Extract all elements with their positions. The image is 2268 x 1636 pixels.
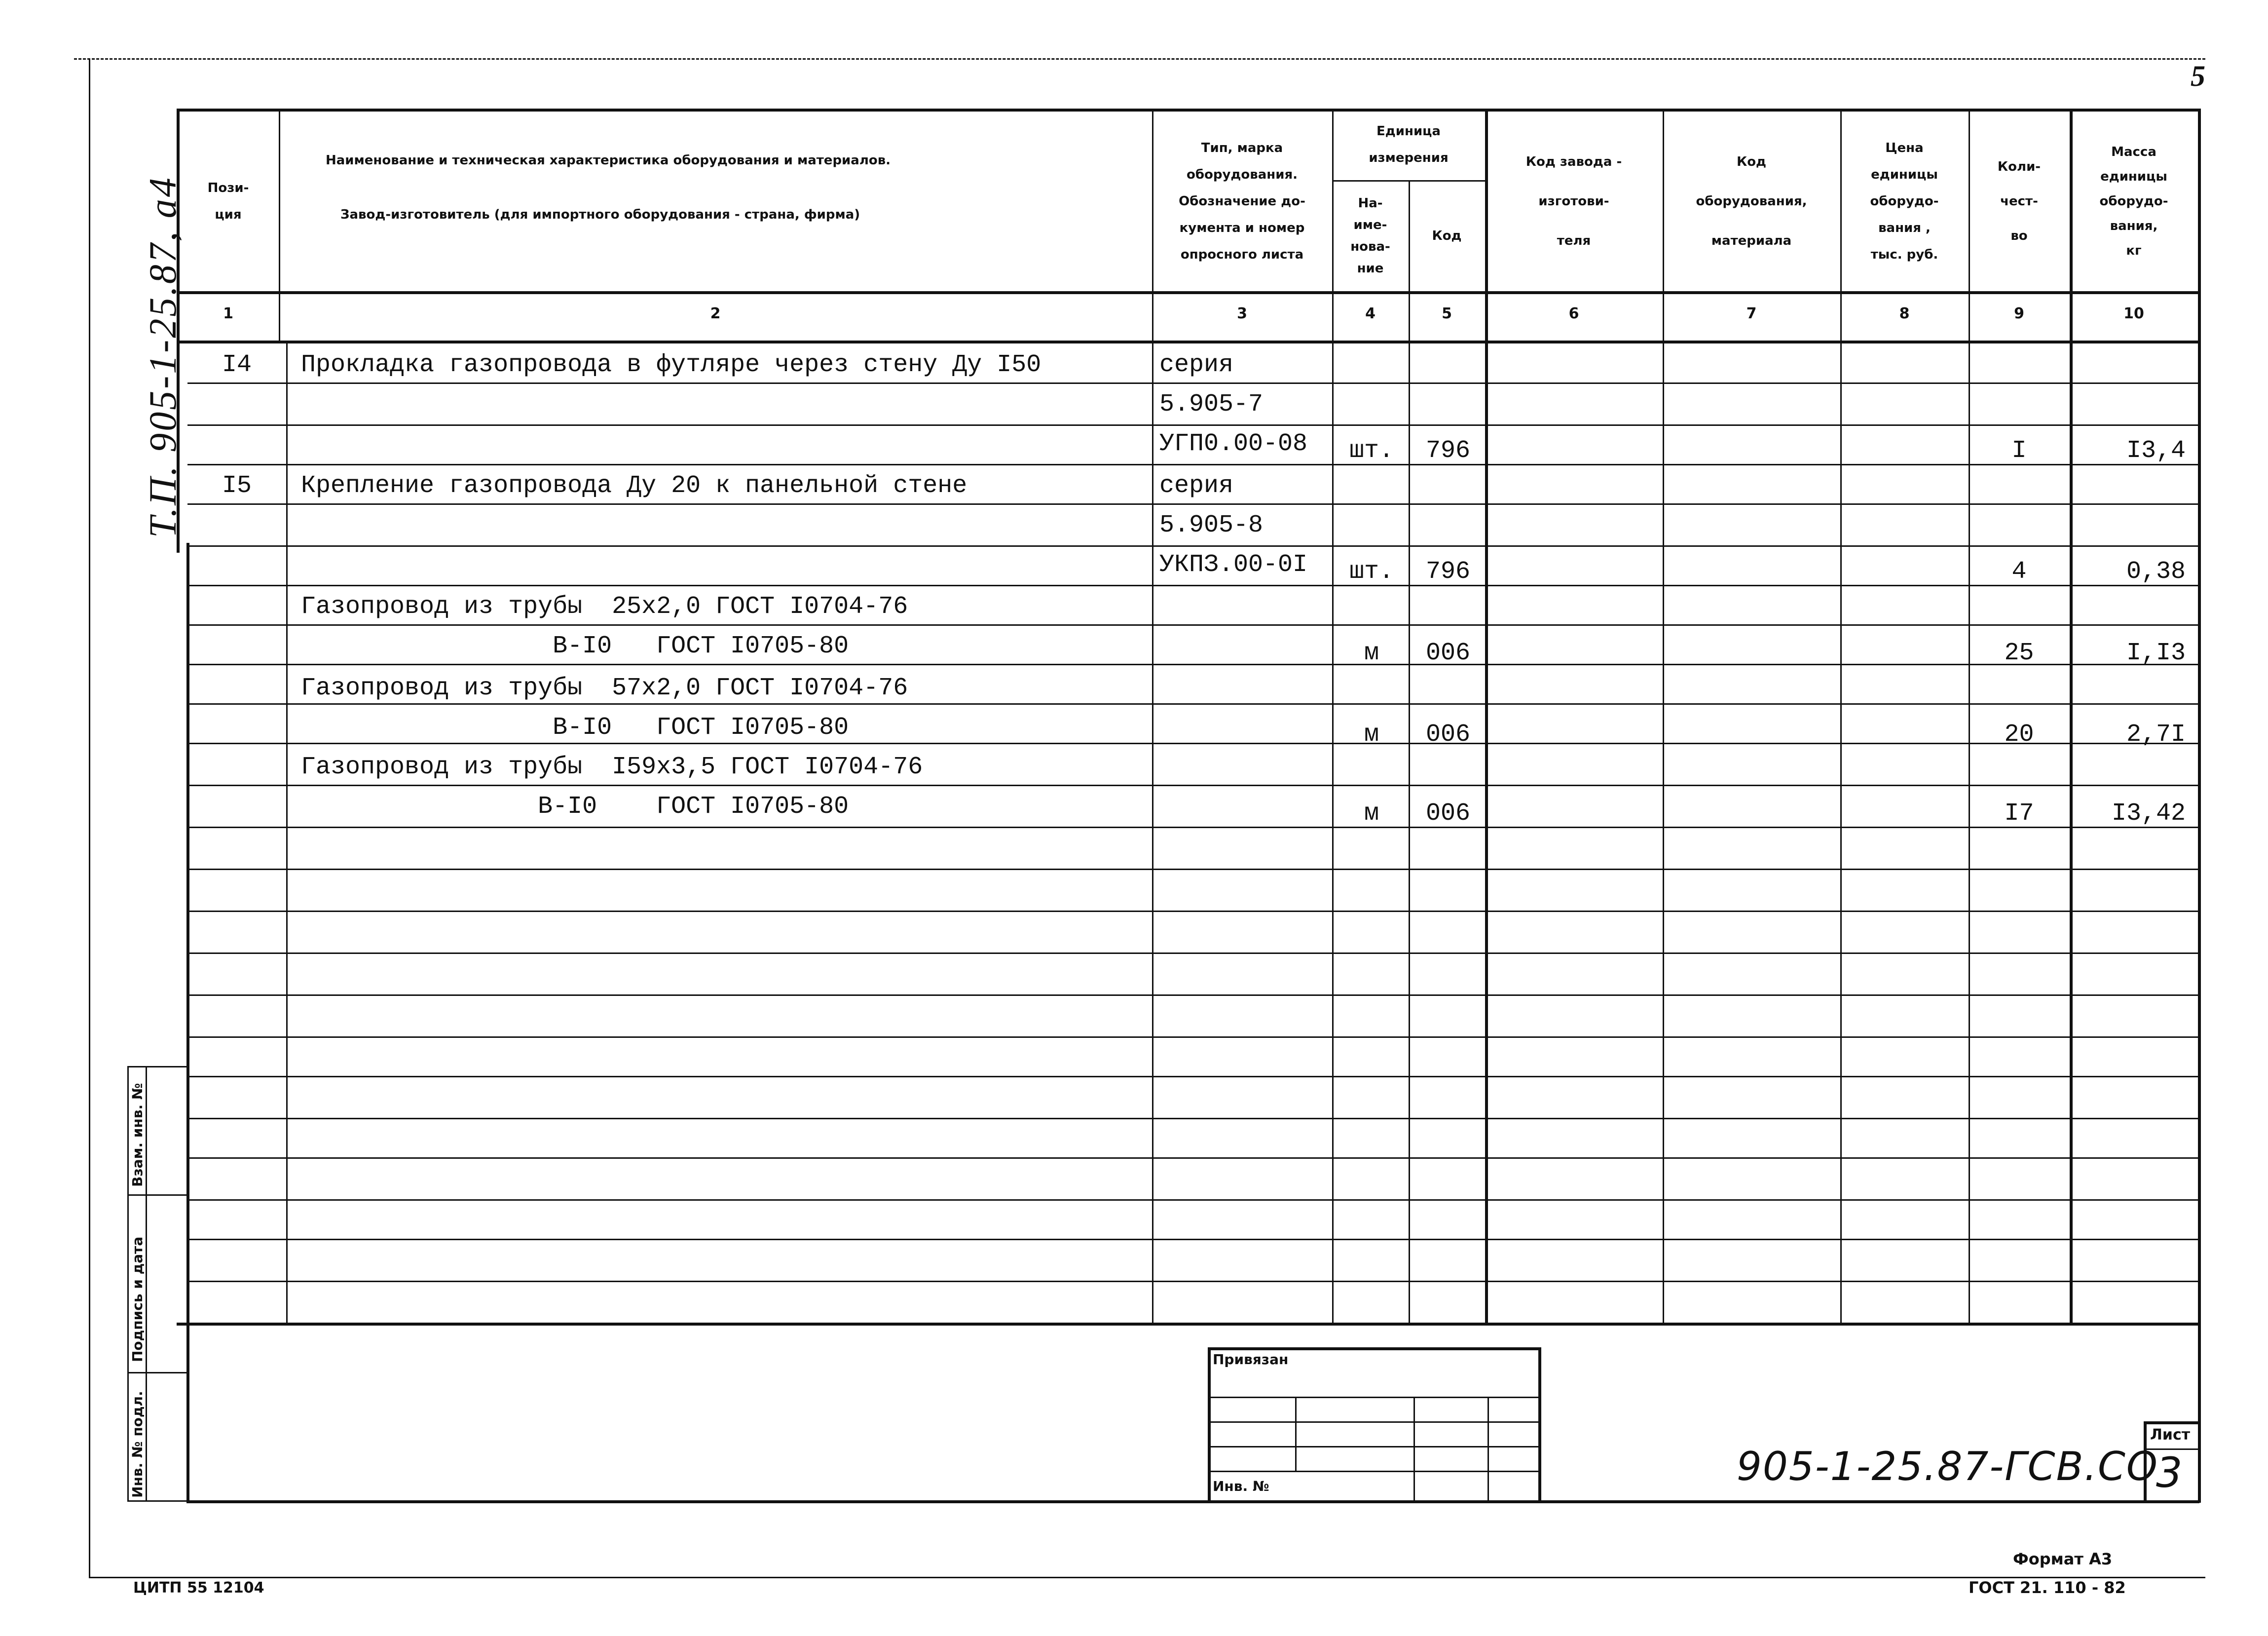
row-line [187, 743, 2198, 744]
row-2-type: 5.905-7 [1159, 390, 1264, 419]
header-col2-line2: Завод-изготовитель (для импортного оборудования - страна, фирма) [340, 207, 860, 222]
row-10-unit: м [1364, 721, 1379, 749]
row-line [187, 703, 2198, 705]
footer-gost: ГОСТ 21. 110 - 82 [1969, 1578, 2126, 1597]
col-sep-9 [2070, 109, 2073, 1323]
row-10-qty: 20 [2004, 721, 2034, 749]
row-line [187, 911, 2198, 912]
tb-c2 [1413, 1397, 1415, 1500]
colnum-2: 2 [710, 305, 721, 322]
row-8-unit: м [1364, 639, 1379, 667]
row-12-code: 006 [1425, 799, 1470, 828]
col-sep-8 [1969, 109, 1970, 1323]
row-7-name: Газопровод из трубы 25x2,0 ГОСТ I0704-76 [301, 593, 908, 621]
row-8-qty: 25 [2004, 639, 2034, 667]
row-6-code: 796 [1425, 558, 1470, 586]
tb-privyazan: Привязан [1213, 1351, 1289, 1368]
row-1-pos: I4 [222, 351, 252, 379]
title-bottom [186, 1500, 2199, 1503]
table-right-border [2198, 109, 2201, 1503]
header-col10: Масса единицы оборудо- вания, кг [2099, 144, 2168, 258]
col-sep-3 [1332, 109, 1334, 1323]
row-line [187, 785, 2198, 786]
col-sep-2 [1152, 109, 1153, 1323]
row-12-qty: I7 [2004, 799, 2034, 828]
row-3-code: 796 [1425, 437, 1470, 465]
row-8-code: 006 [1425, 639, 1470, 667]
footer-format: Формат А3 [2013, 1550, 2113, 1568]
tb-left [1208, 1347, 1211, 1500]
strip-vzam: Взам. инв. № [129, 1083, 146, 1187]
header-col2-line1: Наименование и техническая характеристика оборудования и материалов. [326, 153, 891, 168]
row-9-name: Газопровод из трубы 57x2,0 ГОСТ I0704-76 [301, 674, 908, 702]
row-line [187, 1118, 2198, 1119]
header-col5: Код [1432, 228, 1462, 243]
header-col6: Код завода - изготови- теля [1525, 154, 1622, 248]
header-col4: На- име- нова- ние [1350, 195, 1390, 276]
row-4-pos: I5 [222, 472, 252, 500]
header-col3: Тип, марка оборудования. Обозначение до- кумента и номер опросного листа [1179, 140, 1305, 262]
tb-c3 [1487, 1397, 1489, 1500]
colnum-9: 9 [2014, 305, 2024, 322]
row-6-unit: шт. [1349, 558, 1394, 586]
colnum-7: 7 [1746, 305, 1757, 322]
colnum-4: 4 [1365, 305, 1376, 322]
left-cut-line [89, 58, 90, 1578]
col-sep-6 [1663, 109, 1664, 1323]
colnum-6: 6 [1568, 305, 1579, 322]
row-12-mass: I3,42 [2111, 799, 2186, 828]
col-sep-7 [1840, 109, 1842, 1323]
row-4-name: Крепление газопровода Ду 20 к панельной стене [301, 472, 967, 500]
top-cut-line [74, 58, 2205, 60]
row-8-mass: I,I3 [2126, 639, 2186, 667]
colnum-1: 1 [223, 305, 233, 322]
row-8-name: В-I0 ГОСТ I0705-80 [301, 632, 849, 660]
strip-mid [146, 1066, 147, 1500]
row-10-name: В-I0 ГОСТ I0705-80 [301, 714, 849, 742]
strip-sep1 [127, 1194, 186, 1196]
sheet-number: 3 [2156, 1448, 2183, 1497]
col-sep-4 [1409, 180, 1410, 1323]
row-4-type: серия [1159, 472, 1234, 500]
header-col7: Код оборудования, материала [1696, 154, 1807, 248]
tb-inv: Инв. № [1213, 1478, 1269, 1494]
colnum-8: 8 [1899, 305, 1910, 322]
strip-top [127, 1066, 186, 1067]
header-bottom-line [177, 291, 2199, 294]
tb-c1 [1295, 1397, 1297, 1471]
tb-right [1538, 1347, 1541, 1500]
row-line [187, 624, 2198, 626]
row-3-mass: I3,4 [2126, 437, 2186, 465]
row-3-type: УГП0.00-08 [1159, 430, 1308, 458]
document-designation: 905-1-25.87-ГСВ.СО [1737, 1444, 2158, 1489]
row-line [187, 424, 2198, 426]
row-line [187, 464, 2198, 465]
strip-sep2 [127, 1372, 186, 1373]
row-11-name: Газопровод из трубы I59x3,5 ГОСТ I0704-76 [301, 753, 923, 781]
row-6-qty: 4 [2011, 558, 2027, 586]
strip-inv-podl: Инв. № подл. [129, 1391, 146, 1498]
strip-left [127, 1066, 129, 1500]
header-col8: Цена единицы оборудо- вания , тыс. руб. [1870, 140, 1939, 262]
col-sep-1b [286, 341, 288, 1323]
colnum-bottom-line [177, 341, 2199, 343]
unit-group-line [1332, 180, 1485, 182]
colnum-10: 10 [2123, 305, 2144, 322]
colnum-5: 5 [1442, 305, 1452, 322]
row-10-mass: 2,7I [2126, 721, 2186, 749]
row-line [187, 1076, 2198, 1077]
row-line [187, 827, 2198, 828]
corner-mark: 5 [2191, 60, 2205, 92]
row-line [187, 1281, 2198, 1282]
sheet-box-left [2144, 1421, 2147, 1500]
row-6-type: УКПЗ.00-0I [1159, 551, 1308, 579]
row-3-qty: I [2011, 437, 2027, 465]
row-3-unit: шт. [1349, 437, 1394, 465]
row-line [187, 1157, 2198, 1159]
sheet-box-top [2144, 1421, 2198, 1424]
col-sep-5 [1485, 109, 1488, 1323]
strip-right [186, 543, 189, 1503]
strip-bottom [127, 1500, 186, 1502]
tb-top [1208, 1347, 1538, 1350]
header-col1: Пози- ция [207, 180, 249, 222]
row-12-unit: м [1364, 799, 1379, 828]
row-line [187, 382, 2198, 384]
row-1-type: серия [1159, 351, 1234, 379]
row-1-name: Прокладка газопровода в футляре через стену Ду I50 [301, 351, 1041, 379]
row-6-mass: 0,38 [2126, 558, 2186, 586]
row-line [187, 1239, 2198, 1240]
header-unit-group: Единица измерения [1369, 123, 1449, 165]
row-12-name: В-I0 ГОСТ I0705-80 [301, 793, 849, 821]
sheet-label: Лист [2150, 1426, 2191, 1444]
row-line [187, 869, 2198, 870]
row-line [187, 1036, 2198, 1038]
row-line [187, 664, 2198, 665]
table-bottom-line [177, 1323, 2199, 1326]
table-top-border [177, 109, 2199, 112]
row-5-type: 5.905-8 [1159, 511, 1264, 539]
row-10-code: 006 [1425, 721, 1470, 749]
row-line [187, 994, 2198, 996]
row-line [187, 585, 2198, 586]
header-col9: Коли- чест- во [1997, 159, 2041, 243]
side-stamp: Т.П. 905-1-25.87, а4 [141, 176, 184, 538]
strip-podpis: Подпись и дата [129, 1236, 146, 1362]
col-sep-1 [279, 109, 280, 341]
row-line [187, 1199, 2198, 1201]
row-line [187, 545, 2198, 547]
row-line [187, 503, 2198, 505]
bottom-cut-line [89, 1577, 2205, 1578]
colnum-3: 3 [1237, 305, 1247, 322]
footer-left-code: ЦИТП 55 12104 [133, 1579, 264, 1597]
row-line [187, 952, 2198, 954]
